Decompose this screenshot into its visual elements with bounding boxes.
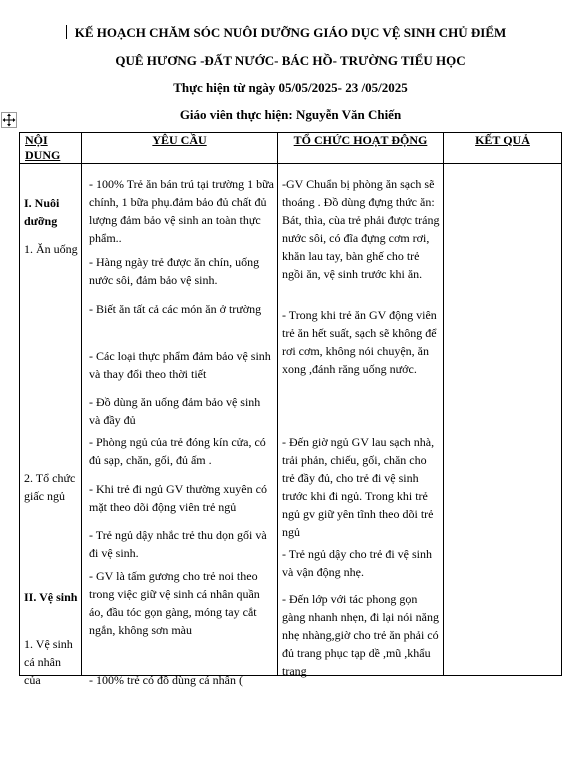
requirement-item: - Biết ăn tất cả các món ăn ở trường	[89, 302, 262, 316]
activity-item: -GV Chuẩn bị phòng ăn sạch sẽ thoáng . Đồ dùng đựng thức ăn: Bát, thìa, cùa trẻ phải được tráng nước sôi, có đĩa đựng cơm rơi, khăn lau tay, bàn ghế cho trẻ ngồi ăn, vệ sinh trước khi ăn.	[282, 177, 440, 281]
plan-title-line2: QUÊ HƯƠNG -ĐẤT NƯỚC- BÁC HỒ- TRƯỜNG TIỂU HỌC	[115, 53, 466, 68]
section-nutrition: I. Nuôi dưỡng	[24, 196, 60, 228]
header-content: NỘI DUNG	[20, 133, 82, 164]
header-requirements: YÊU CẦU	[82, 133, 278, 164]
requirement-item: - Khi trẻ đi ngủ GV thường xuyên có mặt theo dõi động viên trẻ ngủ	[89, 482, 267, 514]
activity-item: - Đến giờ ngủ GV lau sạch nhà, trải phản, chiếu, gối, chăn cho trẻ đầy đủ, cho trẻ đi vệ sinh trước khi đi ngủ. Trong khi trẻ ngủ gv giữ yên tĩnh theo dõi trẻ ngủ	[282, 435, 435, 539]
requirement-item: - Hàng ngày trẻ được ăn chín, uống nước sôi, đảm bảo vệ sinh.	[89, 255, 260, 287]
care-plan-table	[19, 132, 562, 687]
requirement-item: - 100% trẻ có đồ dùng cá nhân (	[89, 673, 243, 687]
activity-item: - Trong khi trẻ ăn GV động viên trẻ ăn hết suất, sạch sẽ không để rơi cơm, không nói chuyện, ăn xong ,đánh răng uống nước.	[282, 308, 437, 376]
requirement-item: - 100% Trẻ ăn bán trú tại trường 1 bữa chính, 1 bữa phụ.đảm bảo đủ chất đủ lượng đảm bảo vệ sinh an toàn thực phẩm..	[89, 177, 274, 245]
header-activities: TỔ CHỨC HOẠT ĐỘNG	[278, 133, 444, 164]
requirement-item: - Đồ dùng ăn uống đảm bảo vệ sinh và đầy đủ	[89, 395, 261, 427]
requirement-item: - Các loại thực phẩm đảm bảo vệ sinh và thay đổi theo thời tiết	[89, 349, 271, 381]
content-column	[20, 164, 82, 687]
text-cursor	[66, 25, 67, 39]
results-column	[444, 164, 562, 676]
activity-item: - Trẻ ngủ dậy cho trẻ đi vệ sinh và vận động nhẹ.	[282, 547, 432, 579]
item-personal-hygiene: 1. Vệ sinh cá nhân của	[24, 637, 73, 687]
item-sleep: 2. Tổ chức giấc ngủ	[24, 471, 76, 503]
plan-date-range: Thực hiện từ ngày 05/05/2025- 23 /05/2025	[173, 80, 408, 95]
teacher-name: Giáo viên thực hiện: Nguyễn Văn Chiến	[179, 107, 402, 122]
results-cell	[444, 164, 561, 675]
plan-title-line1: KẾ HOẠCH CHĂM SÓC NUÔI DƯỠNG GIÁO DỤC VỆ SINH CHỦ ĐIỂM	[74, 25, 507, 40]
requirements-column	[82, 164, 278, 687]
requirement-item: - Phòng ngủ của trẻ đóng kín cửa, có đủ sạp, chăn, gối, đủ ấm .	[89, 435, 266, 467]
activities-column	[278, 164, 444, 676]
requirement-item: - Trẻ ngủ dậy nhắc trẻ thu dọn gối và đi vệ sinh.	[89, 528, 267, 560]
requirement-item: - GV là tấm gương cho trẻ noi theo trong việc giữ vệ sinh cá nhân quần áo, đầu tóc gọn gàng, móng tay cắt ngắn, không sơn màu	[89, 569, 260, 637]
header-results: KẾT QUẢ	[444, 133, 562, 164]
section-hygiene: II. Vệ sinh	[24, 590, 78, 604]
item-eating: 1. Ăn uống	[24, 242, 78, 256]
activity-item: - Đến lớp với tác phong gọn gàng nhanh nhẹn, đi lại nói năng nhẹ nhàng,giờ cho trẻ ăn phải có đủ trang phục tạp dề ,mũ ,khẩu trang	[282, 592, 439, 678]
move-arrows-icon[interactable]	[1, 112, 17, 128]
